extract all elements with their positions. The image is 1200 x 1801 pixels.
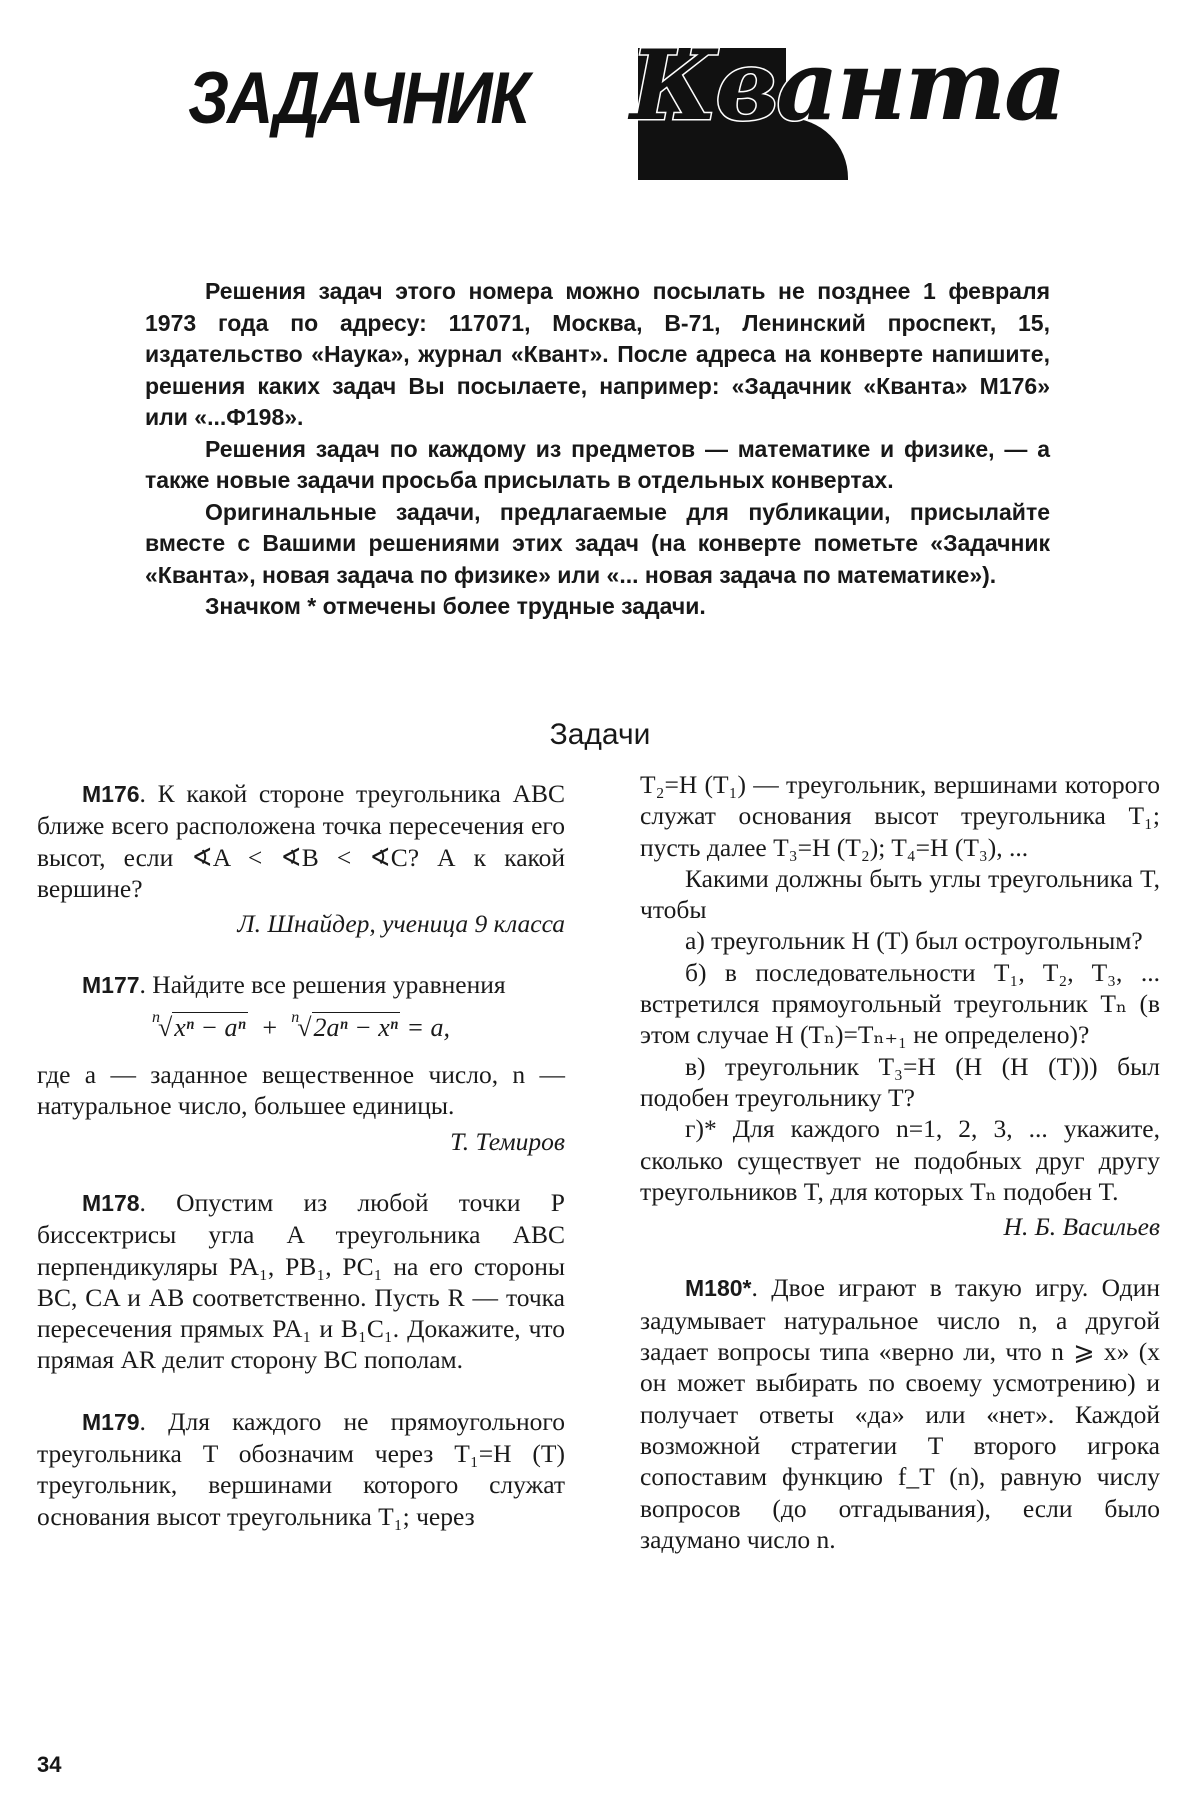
kvanta-logo-text: Кванта xyxy=(630,29,1065,142)
problem-id: М180* xyxy=(685,1275,752,1302)
problem-id: М176 xyxy=(82,781,140,807)
problem-question: Какими должны быть углы треугольника T, чтобы xyxy=(640,863,1160,925)
root-term-2: $^n$√2aⁿ − xⁿ xyxy=(291,1008,398,1042)
right-column xyxy=(640,769,1160,1585)
zadachnik-title: ЗАДАЧНИК xyxy=(188,56,528,139)
sub-question-b: б) в последовательности T₁, T₂, T₃, ... встретился прямоугольный треугольник Tₙ (в этом случае H (Tₙ)=Tₙ₊₁ не определено)? xyxy=(640,957,1160,1050)
page-number: 34 xyxy=(37,1752,62,1777)
problem-id: М177 xyxy=(82,972,140,999)
kvanta-logo xyxy=(630,29,1065,183)
sub-question-c: в) треугольник T₃=H (H (H (T))) был подобен треугольнику T? xyxy=(640,1051,1160,1112)
problem-text: . Найдите все решения уравнения xyxy=(139,970,506,1000)
problem-id: М179 xyxy=(82,1408,140,1435)
problem-m176 xyxy=(37,778,565,939)
problem-text-2: где a — заданное вещественное число, n — натуральное число, большее единицы. xyxy=(37,1060,565,1121)
problem-id: М178 xyxy=(82,1189,140,1216)
problem-m179 xyxy=(37,1406,565,1532)
equation: $^n$√xⁿ − aⁿ + $^n$√2aⁿ − xⁿ = a, xyxy=(37,1012,565,1047)
root-term-1: $^n$√xⁿ − aⁿ xyxy=(151,1008,246,1042)
problem-text: . Опустим из любой точки P биссектрисы угла A треугольника ABC перпендикуляры PA₁, PB₁, PC₁ на его стороны BC, CA и AB соответственно. Пусть R — точка пересечения прямых PA₁ и B₁C₁. Докажите, что прямая AR делит сторону BC пополам. xyxy=(37,1187,565,1375)
problem-text: . К какой стороне треугольника ABC ближе всего расположена точка пересечения его высот, если ∢A < ∢B < ∢C? А к какой вершине? xyxy=(37,779,565,903)
section-title: Задачи xyxy=(549,718,651,751)
problem-continuation: T₂=H (T₁) — треугольник, вершинами которого служат основания высот треугольника T₁; пусть далее T₃=H (T₂); T₄=H (T₃), ... xyxy=(640,770,1160,862)
problem-m180 xyxy=(640,1272,1160,1555)
problem-text: . Двое играют в такую игру. Один задумывает натуральное число n, а другой задает вопросы типа «верно ли, что n ⩾ x» (x он может выбирать по своему усмотрению) и получает ответы «да» или «нет». Каждой возможной стратегии T второго игрока сопоставим функцию f_T (n), равную числу вопросов (до отгадывания), если было задумано число n. xyxy=(640,1273,1160,1554)
intro-text xyxy=(145,276,1050,623)
problem-m179-continued xyxy=(640,769,1160,1242)
page-header xyxy=(0,0,1200,230)
problem-text: . Для каждого не прямоугольного треугольника T обозначим через T₁=H (T) треугольник, вершинами которого служат основания высот треугольника T₁; через xyxy=(37,1406,565,1531)
sub-question-a: а) треугольник H (T) был остроугольным? xyxy=(685,926,1143,956)
problem-m177 xyxy=(37,969,565,1156)
intro-paragraph-1: Решения задач этого номера можно посылать не позднее 1 февраля 1973 года по адресу: 117071, Москва, В-71, Ленинский проспект, 15, издательство «Наука», журнал «Квант». После адреса на конверте напишите, решения каких задач Вы посылаете, например: «Задачник «Кванта» М176» или «...Ф198». xyxy=(145,278,1050,430)
problem-author: Н. Б. Васильев xyxy=(1003,1212,1160,1242)
problem-m178 xyxy=(37,1187,565,1376)
left-column xyxy=(37,778,565,1562)
sub-question-d: г)* Для каждого n=1, 2, 3, ... укажите, сколько существует не подобных друг другу треугольников T, для которых Tₙ подобен T. xyxy=(640,1114,1160,1206)
problem-author: Л. Шнайдер, ученица 9 класса xyxy=(237,909,565,939)
intro-paragraph-2: Решения задач по каждому из предметов — математике и физике, — а также новые задачи просьба присылать в отдельных конвертах. xyxy=(145,435,1050,493)
intro-paragraph-4: Значком * отмечены более трудные задачи. xyxy=(205,593,706,619)
problem-author: Т. Темиров xyxy=(450,1126,565,1156)
intro-paragraph-3: Оригинальные задачи, предлагаемые для публикации, присылайте вместе с Вашими решениями этих задач (на конверте пометьте «Задачник «Кванта», новая задача по физике» или «... новая задача по математике»). xyxy=(145,498,1050,588)
